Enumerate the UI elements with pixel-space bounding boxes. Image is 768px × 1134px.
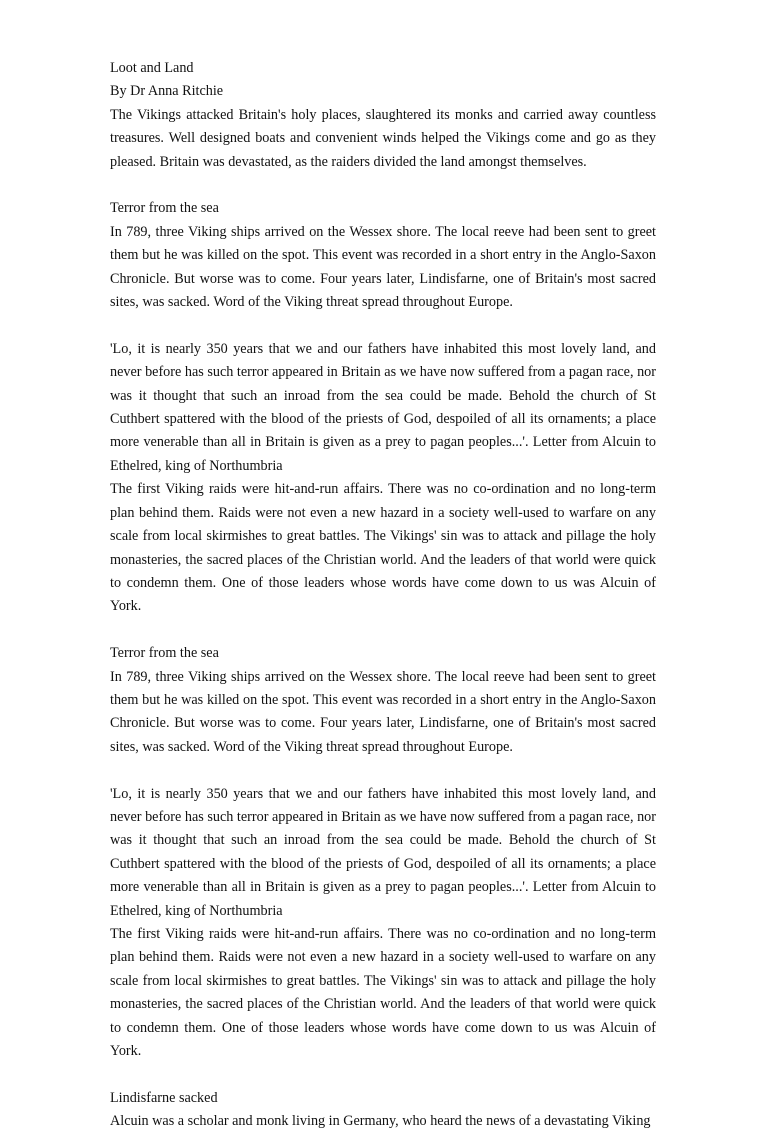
section-heading: Terror from the sea: [110, 645, 219, 662]
section-body-paragraph: In 789, three Viking ships arrived on the Wessex shore. The local reeve had been sent to greet them but he was killed on the spot. This event was recorded in a short entry in the Anglo-Saxon Chronicle. But worse was to come. Four years later, Lindisfarne, one of Britain's most sacred sites, was sacked. Word of the Viking threat spread throughout Europe.: [110, 223, 656, 311]
section-heading: Lindisfarne sacked: [110, 1089, 218, 1106]
section-body-paragraph: The first Viking raids were hit-and-run affairs. There was no co-ordination and no long-term plan behind them. Raids were not even a new hazard in a society well-used to warfare on any scale from local skirmishes to great battles. The Vikings' sin was to attack and pillage the holy monasteries, the sacred places of the Christian world. And the leaders of that world were quick to condemn them. One of those leaders whose words have come down to us was Alcuin of York.: [110, 925, 656, 1059]
paragraph-gap: [110, 174, 656, 197]
intro-paragraph: The Vikings attacked Britain's holy places, slaughtered its monks and carried away countless treasures. Well designed boats and convenient winds helped the Vikings come and go as they pleased. Britain was devastated, as the raiders divided the land amongst themselves.: [110, 106, 656, 170]
quote-paragraph: 'Lo, it is nearly 350 years that we and our fathers have inhabited this most lovely land, and never before has such terror appeared in Britain as we have now suffered from a pagan race, nor was it thought that such an inroad from the sea could be made. Behold the church of St Cuthbert spattered with the blood of the priests of God, despoiled of all its ornaments; a place more venerable than all in Britain is given as a prey to pagan peoples...'. Letter from Alcuin to Ethelred, king of Northumbria: [110, 340, 656, 474]
section-body-paragraph: Alcuin was a scholar and monk living in Germany, who heard the news of a devastating Viking: [110, 1113, 651, 1130]
section-heading: Terror from the sea: [110, 200, 219, 217]
paragraph-gap: [110, 1063, 656, 1086]
paragraph-gap: [110, 759, 656, 782]
document-byline: By Dr Anna Ritchie: [110, 83, 224, 100]
paragraph-gap: [110, 314, 656, 337]
section-body-paragraph: The first Viking raids were hit-and-run affairs. There was no co-ordination and no long-term plan behind them. Raids were not even a new hazard in a society well-used to warfare on any scale from local skirmishes to great battles. The Vikings' sin was to attack and pillage the holy monasteries, the sacred places of the Christian world. And the leaders of that world were quick to condemn them. One of those leaders whose words have come down to us was Alcuin of York.: [110, 481, 656, 615]
paragraph-gap: [110, 619, 656, 642]
section-body-paragraph: In 789, three Viking ships arrived on the Wessex shore. The local reeve had been sent to greet them but he was killed on the spot. This event was recorded in a short entry in the Anglo-Saxon Chronicle. But worse was to come. Four years later, Lindisfarne, one of Britain's most sacred sites, was sacked. Word of the Viking threat spread throughout Europe.: [110, 668, 656, 755]
document-page: [110, 57, 656, 1134]
quote-paragraph: 'Lo, it is nearly 350 years that we and our fathers have inhabited this most lovely land, and never before has such terror appeared in Britain as we have now suffered from a pagan race, nor was it thought that such an inroad from the sea could be made. Behold the church of St Cuthbert spattered with the blood of the priests of God, despoiled of all its ornaments; a place more venerable than all in Britain is given as a prey to pagan peoples...'. Letter from Alcuin to Ethelred, king of Northumbria: [110, 785, 656, 919]
document-title: Loot and Land: [110, 60, 194, 76]
